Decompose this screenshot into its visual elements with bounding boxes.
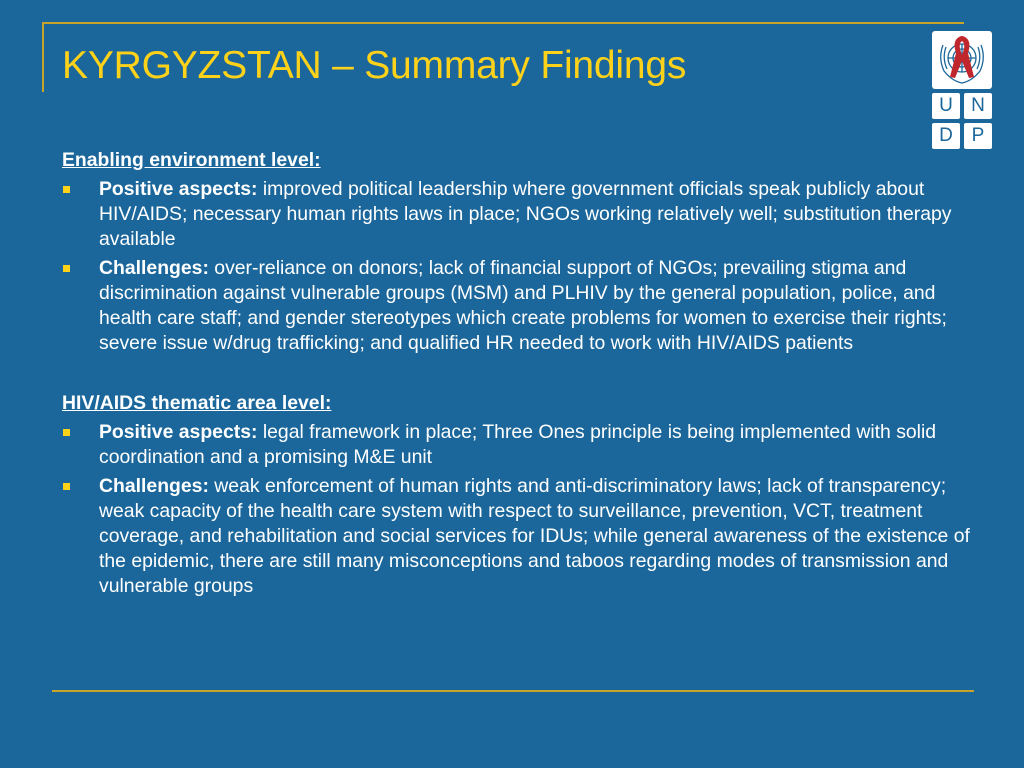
bullet-lead: Challenges: (99, 475, 209, 497)
bullet-item (62, 256, 972, 356)
bullet-lead: Challenges: (99, 257, 209, 279)
bullet-text: improved political leadership where government officials speak publicly about HIV/AIDS; necessary human rights laws in place; NGOs working relatively well; substitution therapy available (99, 178, 952, 250)
bullet-item (62, 474, 972, 599)
bullet-square-icon (63, 429, 70, 436)
bullet-list-thematic (62, 420, 972, 599)
section-spacer (62, 360, 972, 391)
bullet-item (62, 420, 972, 470)
bullet-square-icon (63, 265, 70, 272)
top-rule (42, 22, 964, 24)
bullet-list-enabling (62, 177, 972, 356)
slide-body (62, 148, 972, 603)
un-emblem-icon (932, 31, 992, 89)
section-heading-enabling: Enabling environment level: (62, 149, 321, 171)
undp-logo (932, 31, 992, 149)
bullet-lead: Positive aspects: (99, 421, 258, 443)
bullet-text: over-reliance on donors; lack of financial support of NGOs; prevailing stigma and discrimination against vulnerable groups (MSM) and PLHIV by the general population, police, and health care staff; and gender stereotypes which create problems for women to exercise their rights; severe issue w/drug trafficking; and qualified HR needed to work with HIV/AIDS patients (99, 257, 947, 354)
bullet-text: weak enforcement of human rights and anti-discriminatory laws; lack of transparency; weak capacity of the health care system with respect to surveillance, prevention, VCT, treatment coverage, and rehabilitation and social services for IDUs; while general awareness of the existence of the epidemic, there are still many misconceptions and taboos regarding modes of transmission and vulnerable groups (99, 475, 970, 597)
bullet-lead: Positive aspects: (99, 178, 258, 200)
bottom-rule (52, 690, 974, 692)
bullet-text: legal framework in place; Three Ones principle is being implemented with solid coordination and a promising M&E unit (99, 421, 937, 468)
logo-letter-p: P (964, 123, 992, 149)
bullet-square-icon (63, 483, 70, 490)
section-heading-thematic: HIV/AIDS thematic area level: (62, 392, 332, 414)
bullet-item (62, 177, 972, 252)
slide-title: KYRGYZSTAN – Summary Findings (62, 44, 687, 87)
undp-letters (932, 93, 992, 149)
bullet-square-icon (63, 186, 70, 193)
logo-letter-d: D (932, 123, 960, 149)
logo-letter-u: U (932, 93, 960, 119)
left-rule (42, 22, 44, 92)
logo-letter-n: N (964, 93, 992, 119)
